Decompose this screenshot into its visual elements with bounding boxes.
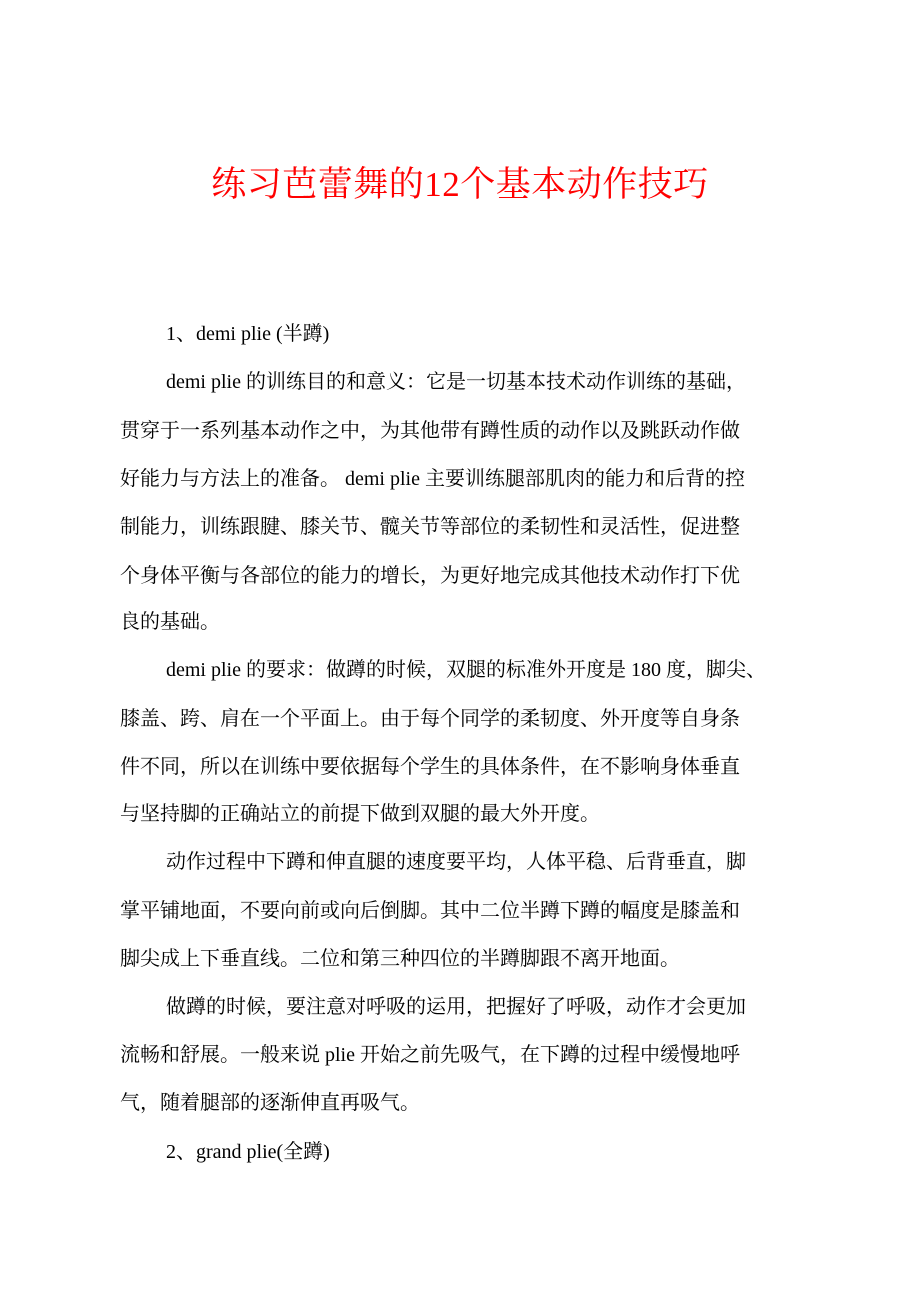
paragraph-line: 动作过程中下蹲和伸直腿的速度要平均，人体平稳、后背垂直，脚 xyxy=(166,851,746,873)
document-title: 练习芭蕾舞的12个基本动作技巧 xyxy=(211,165,709,204)
paragraph-line: 良的基础。 xyxy=(120,611,220,633)
paragraph-line: 个身体平衡与各部位的能力的增长，为更好地完成其他技术动作打下优 xyxy=(120,565,740,587)
paragraph-line: 掌平铺地面，不要向前或向后倒脚。其中二位半蹲下蹲的幅度是膝盖和 xyxy=(120,900,740,922)
paragraph-line: 膝盖、跨、肩在一个平面上。由于每个同学的柔韧度、外开度等自身条 xyxy=(120,708,740,730)
section-heading-grand-plie: 2、grand plie(全蹲) xyxy=(166,1141,330,1163)
paragraph-line: 好能力与方法上的准备。 demi plie 主要训练腿部肌肉的能力和后背的控 xyxy=(120,468,745,490)
paragraph-line: 气，随着腿部的逐渐伸直再吸气。 xyxy=(120,1092,420,1114)
paragraph-line: 件不同，所以在训练中要依据每个学生的具体条件，在不影响身体垂直 xyxy=(120,756,740,778)
section-heading-demi-plie: 1、demi plie (半蹲) xyxy=(166,323,330,345)
paragraph-line: 与坚持脚的正确站立的前提下做到双腿的最大外开度。 xyxy=(120,803,600,825)
paragraph-line: demi plie 的要求：做蹲的时候，双腿的标准外开度是 180 度，脚尖、 xyxy=(166,659,766,681)
paragraph-line: 脚尖成上下垂直线。二位和第三种四位的半蹲脚跟不离开地面。 xyxy=(120,948,680,970)
paragraph-line: demi plie 的训练目的和意义：它是一切基本技术动作训练的基础， xyxy=(166,371,746,393)
paragraph-line: 制能力，训练跟腱、膝关节、髋关节等部位的柔韧性和灵活性，促进整 xyxy=(120,516,740,538)
paragraph-line: 做蹲的时候，要注意对呼吸的运用，把握好了呼吸，动作才会更加 xyxy=(166,996,746,1018)
paragraph-line: 流畅和舒展。一般来说 plie 开始之前先吸气，在下蹲的过程中缓慢地呼 xyxy=(120,1044,740,1066)
paragraph-line: 贯穿于一系列基本动作之中，为其他带有蹲性质的动作以及跳跃动作做 xyxy=(120,420,740,442)
